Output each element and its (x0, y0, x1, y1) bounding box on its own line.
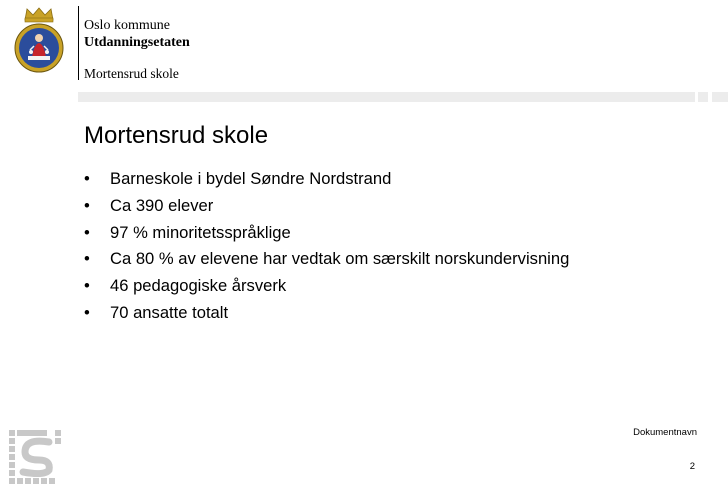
oslo-kommune-logo-icon (9, 430, 61, 484)
header-bar-square (712, 92, 728, 102)
document-name: Dokumentnavn (633, 427, 697, 438)
oslo-seal-icon (8, 6, 70, 74)
organization-header (84, 17, 190, 82)
page-number: 2 (689, 461, 695, 472)
bullet-item (84, 193, 569, 220)
header-divider (78, 6, 79, 80)
bullet-icon: • (84, 195, 90, 215)
bullet-text: Ca 390 elever (110, 195, 214, 215)
slide-title: Mortensrud skole (84, 122, 269, 149)
municipality-name: Oslo kommune (84, 18, 170, 33)
bullet-icon: • (84, 276, 90, 296)
bullet-item (84, 273, 569, 300)
bullet-text: Barneskole i bydel Søndre Nordstrand (110, 169, 392, 188)
bullet-item (84, 220, 569, 247)
header-bar-square (698, 92, 708, 102)
bullet-icon: • (84, 169, 90, 188)
bullet-list (84, 166, 569, 327)
header-bar (78, 92, 695, 102)
bullet-icon: • (84, 302, 90, 322)
bullet-text: 70 ansatte totalt (110, 302, 229, 322)
school-name: Mortensrud skole (84, 66, 179, 81)
bullet-item (84, 166, 569, 193)
bullet-text: 46 pedagogiske årsverk (110, 276, 287, 296)
bullet-text: Ca 80 % av elevene har vedtak om særskilt norskundervisning (110, 249, 570, 269)
bullet-icon: • (84, 222, 90, 242)
agency-name: Utdanningsetaten (84, 35, 190, 50)
bullet-icon: • (84, 249, 90, 269)
bullet-item (84, 300, 569, 327)
bullet-text: 97 % minoritetsspråklige (110, 222, 291, 242)
bullet-item (84, 246, 569, 273)
